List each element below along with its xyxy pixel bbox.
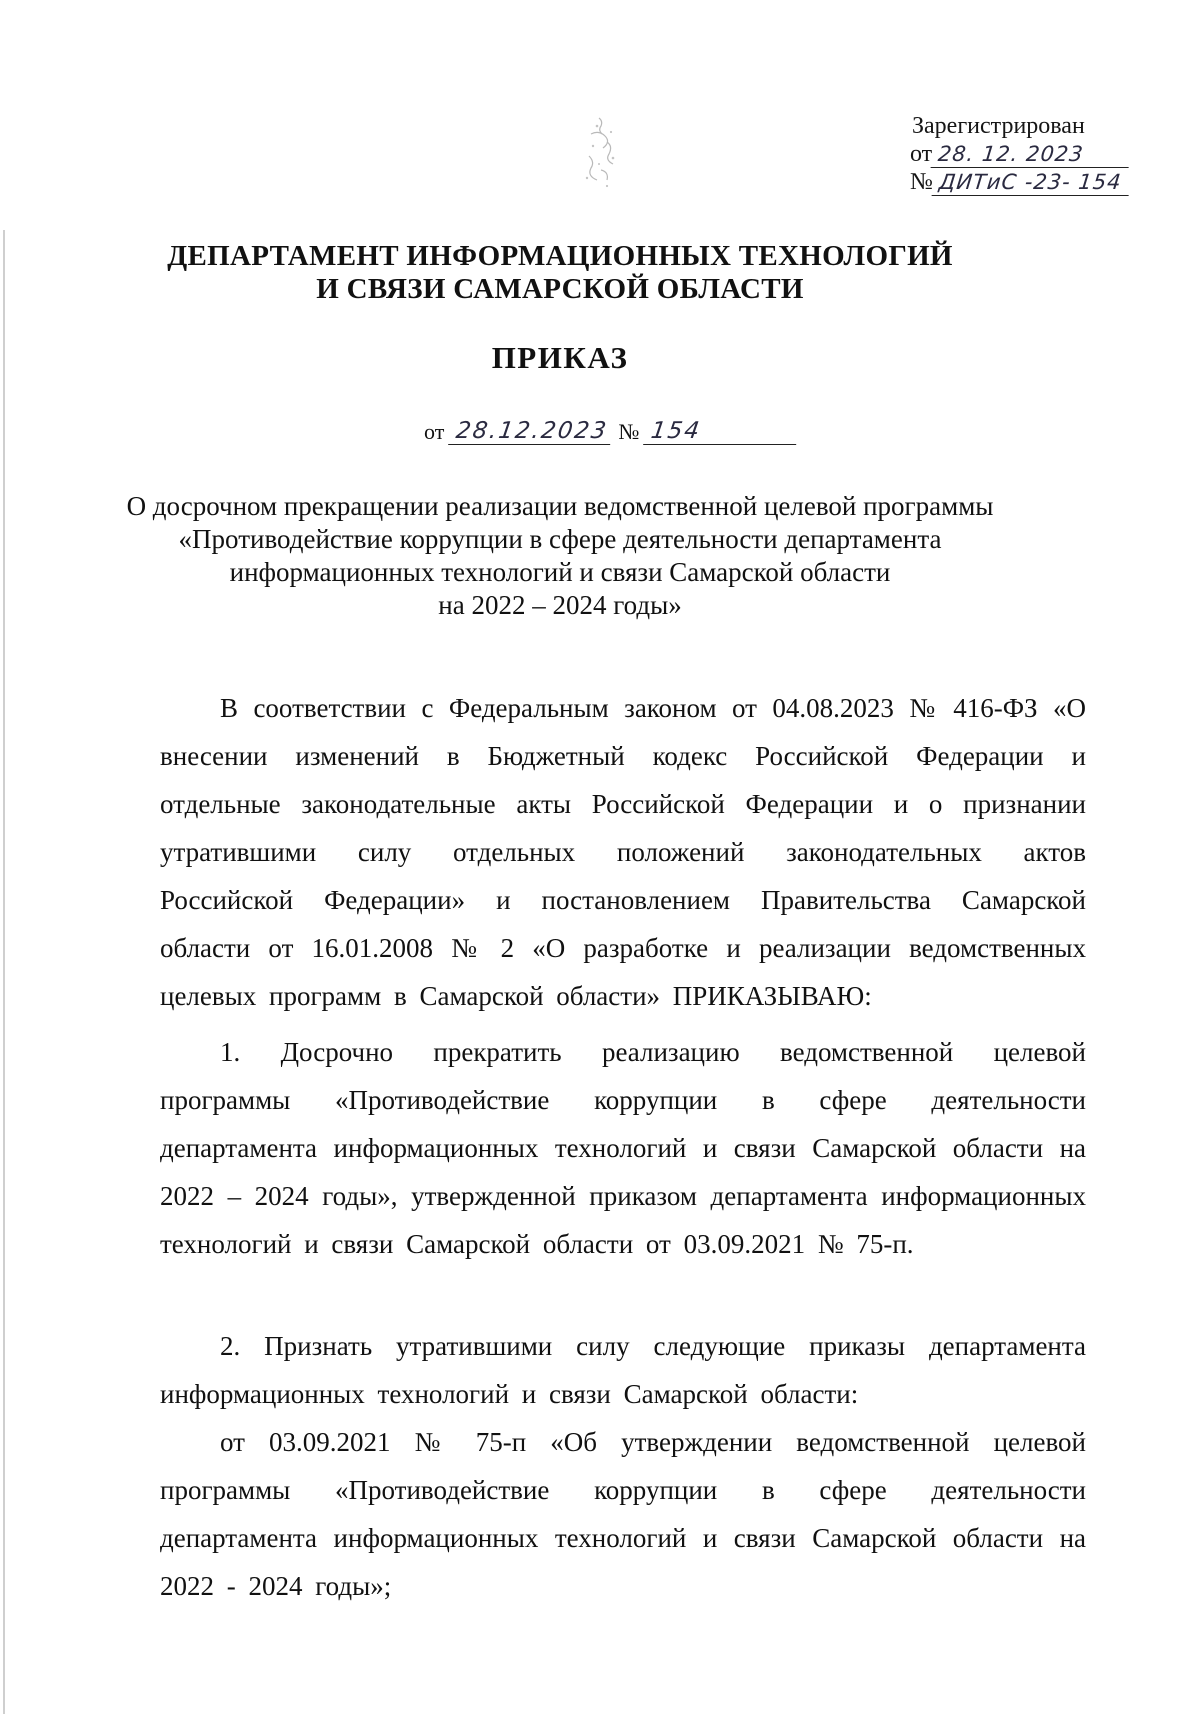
order-number-handwritten: 154 — [643, 418, 799, 445]
order-date-handwritten: 28.12.2023 — [448, 418, 614, 445]
registration-date-row — [910, 140, 1130, 168]
item-2-subitem-1-text: от 03.09.2021 № 75-п «Об утверждении ведомственной целевой программы «Противодействие коррупции в сфере деятельности департамента информационных технологий и связи Самарской области на 2022 - 2024 годы»; — [160, 1427, 1086, 1601]
department-name-line2: И СВЯЗИ САМАРСКОЙ ОБЛАСТИ — [316, 273, 804, 305]
registration-number-label: № — [910, 169, 933, 195]
registration-date-handwritten: 28. 12. 2023 — [931, 141, 1132, 168]
subject-line2: «Противодействие коррупции в сфере деятельности департамента — [178, 524, 942, 554]
item-1-text: 1. Досрочно прекратить реализацию ведомственной целевой программы «Противодействие коррупции в сфере деятельности департамента информационных технологий и связи Самарской области на 2022 – 2024 годы», утвержденной приказом департамента информационных технологий и связи Самарской области от 03.09.2021 № 75-п. — [160, 1037, 1086, 1259]
scan-edge-line — [3, 230, 5, 1714]
registration-title: Зарегистрирован — [912, 113, 1085, 139]
order-subject — [80, 490, 1040, 622]
coat-of-arms-emblem — [577, 112, 627, 196]
item-2-text: 2. Признать утратившими силу следующие приказы департамента информационных технологий и связи Самарской области: — [160, 1331, 1086, 1409]
document-type-title: ПРИКАЗ — [491, 340, 629, 375]
subject-line4: на 2022 – 2024 годы» — [438, 590, 682, 620]
registration-number-handwritten: ДИТиС -23- 154 — [931, 169, 1131, 196]
registration-date-label: от — [910, 141, 933, 167]
order-date-label: от — [424, 419, 445, 444]
subject-line1: О досрочном прекращении реализации ведомственной целевой программы — [126, 491, 994, 521]
order-number-label: № — [618, 419, 640, 444]
item-2-paragraph — [160, 1322, 1086, 1418]
subject-line3: информационных технологий и связи Самарской области — [229, 557, 891, 587]
preamble-text: В соответствии с Федеральным законом от 04.08.2023 № 416-ФЗ «О внесении изменений в Бюджетный кодекс Российской Федерации и отдельные законодательные акты Российской Федерации и о признании утратившими силу отдельных положений законодательных актов Российской Федерации» и постановлением Правительства Самарской области от 16.01.2008 № 2 «О разработке и реализации ведомственных целевых программ в Самарской области» ПРИКАЗЫВАЮ: — [160, 693, 1086, 1011]
item-1-paragraph — [160, 1028, 1086, 1268]
item-2-subitem-1-paragraph — [160, 1418, 1086, 1610]
registration-stamp — [910, 112, 1130, 196]
department-name — [0, 240, 1120, 306]
preamble-paragraph — [160, 684, 1086, 1020]
department-name-line1: ДЕПАРТАМЕНТ ИНФОРМАЦИОННЫХ ТЕХНОЛОГИЙ — [167, 240, 953, 272]
registration-number-row — [910, 168, 1130, 196]
order-date-number-line — [418, 418, 798, 445]
